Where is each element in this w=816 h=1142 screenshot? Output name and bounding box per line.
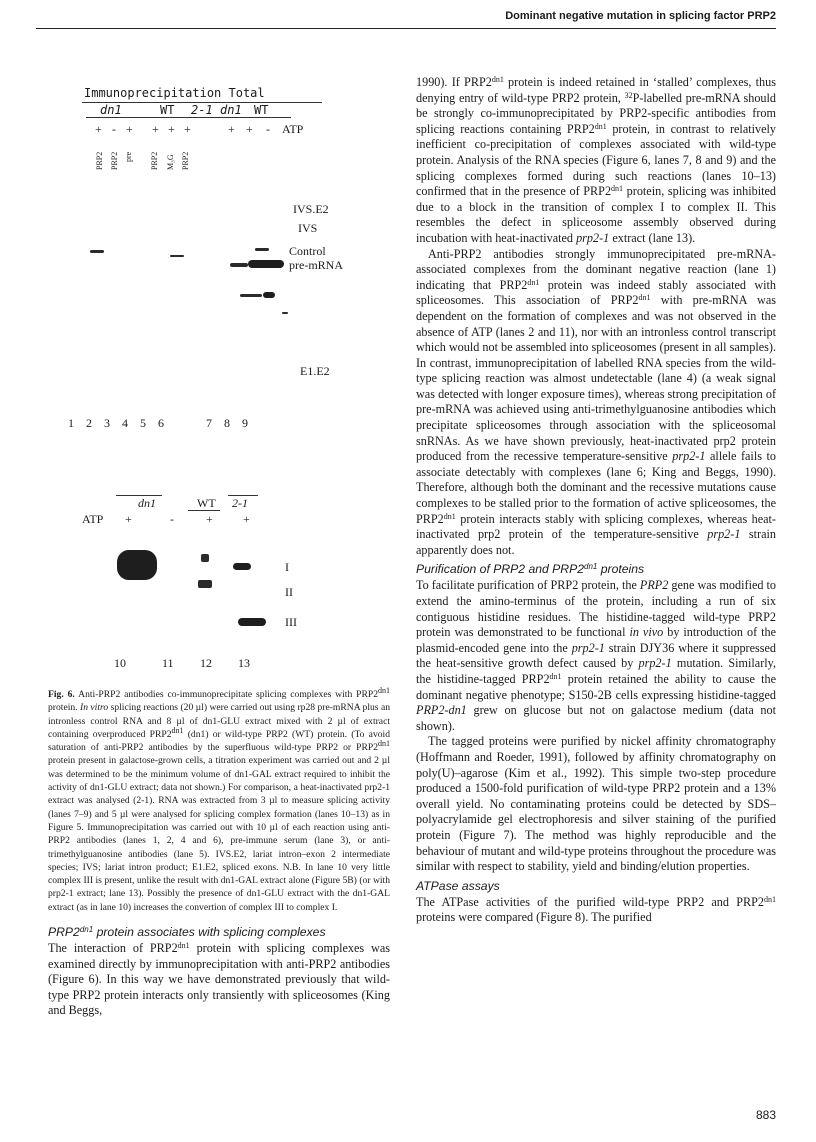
panel-heading: Immunoprecipitation Total [84,86,265,100]
paragraph: 1990). If $PRP2^{dn1}$ protein is indeed retained in ‘stalled’ complexes, thus denying entry of wild-type PRP2 protein, $^{32}$P-labelled pre-mRNA should be strongly co-immunoprecipitated by PRP2-specific antibodies from splicing reactions containing $PRP2^{dn1}$ protein, in contrast to relatively inefficient co-precipitation of complexes associated with wild-type protein. Analysis of the RNA species (Figure 6, lanes 7, 8 and 9) and the splicing complexes formed during such reactions (lanes 10–13) confirmed that in the presence of $PRP2^{dn1}$ protein, splicing was inhibited due to a block in the transition of complex I to complex II. This resembles the defect in spliceosome assembly observed during incubation with heat-inactivated prp2-1 extract (lane 13). [416,75,777,245]
band-label-ivs: IVS [298,221,318,235]
figure-6 [60,70,395,680]
complex-label-ii: II [285,585,293,599]
page-number: 883 [755,1108,776,1122]
paragraph: To facilitate purification of PRP2 protein, the PRP2 gene was modified to extend the amino-terminus of the protein, including a run of six contiguous histidine residues. The histidine-tagged wild-type PRP2 protein was demonstrated to be functional in vivo by introduction of the plasmid-encoded gene into the prp2-1 strain DJY36 where it suppressed the heat-sensitive growth defect caused by prp2-1 mutation. Similarly, the histidine-tagged $PRP2^{dn1}$ protein retained the ability to cause the dominant negative phenotype; S150-2B cells expressing histidine-tagged PRP2-dn1 grew on glucose but not on galactose medium (data not shown). [416,578,777,733]
section-heading-prp2dn1: $PRP2^{dn1}$ protein associates with splicing complexes [48,925,326,939]
lane-numbers-top: 1 2 3 4 5 6 7 8 9 [68,416,248,430]
atp-sign-4: + [152,122,159,136]
right-column-body [416,75,776,926]
group-rule [86,117,291,118]
bottom-group-dn1: dn1 [138,496,156,510]
running-head: Dominant negative mutation in splicing factor PRP2 [505,10,776,22]
complex-label-i: I [285,560,289,574]
lane-label-4: PRP2 [150,151,159,170]
paragraph: The tagged proteins were purified by nickel affinity chromatography (Hoffmann and Roeder, 1991), followed by affinity chromatography on poly(U)–agarose (Kim et al., 1992). This simple two-step procedure produced a 1500-fold purification of wild-type PRP2 protein and a 13% overall yield. No contaminating proteins could be detected by SDS–polyacrylamide gel electrophoresis and silver staining of the purified protein (Figure 7). The method was highly reproducible and the behaviour of mutant and wild-type proteins throughout the procedure was similar with respect to stability, yield and binding/elution properties. [416,734,776,874]
caption-label: Fig. 6. [48,689,75,700]
gel-band [282,312,288,314]
atp-sign-3: + [126,122,133,136]
section-heading-atpase: ATPase assays [416,878,500,893]
lane-number-13: 13 [238,656,250,670]
group-label-2-1: 2-1 [191,103,213,117]
lane-label-3: pre [124,151,133,162]
band-label-control: Control [289,244,326,258]
gel-band [198,580,212,588]
group-label-total-wt: WT [254,103,269,117]
bottom-atp-sign-13: + [243,512,250,526]
complex-label-iii: III [285,615,297,629]
atp-sign-9: - [266,122,270,136]
lane-label-5: M₃G [166,154,175,170]
figure-caption: Fig. 6. Anti-PRP2 antibodies co-immunoprecipitate splicing complexes with $PRP2^{dn1}$ protein. In vitro splicing reactions (20 µl) were carried out using rp28 pre-mRNA plus an intronless control RNA and 8 µl of dn1-GLU extract mixed with 2 µl of extract containing overproduced $PRP2^{dn1}$ (dn1) or wild-type PRP2 (WT) protein. (To avoid saturation of anti-PRP2 antibodies by the superfluous wild-type PRP2 or $PRP2^{dn1}$ protein present in galactose-grown cells, a titration experiment was carried out and 2 µl was determined to be the minimum volume of dn1-GAL extract required to inhibit the activity of dn1-GLU extract; data not shown.) For comparison, a heat-inactivated prp2-1 extract was analysed (2-1). RNA was extracted from 3 µl to measure splicing activity (lanes 7–9) and 5 µl were analysed for splicing complex formation (lanes 10–13) as in Figure 5. Immunoprecipitation was carried out with 10 µl of each reaction using anti-PRP2 antibodies (lanes 1, 2, 4 and 6), pre-immune serum (lane 3), or anti-trimethylguanosine antibodies (lane 5). IVS.E2, lariat intron–exon 2 intermediate species; IVS; lariat intron product; E1.E2, spliced exons. N.B. In lane 10 very little complex III is present, unlike the result with dn1-GAL extract alone (Figure 5B) (or with prp2-1 extract; lane 13). Possibly the presence of dn1-GLU extract with the dn1-GAL extract (as in lane 10) increases the convertion of complex III to complex I. [48,686,390,913]
group-label-wt: WT [160,103,175,117]
lane-number-11: 11 [162,656,174,670]
bottom-group-wt: WT [197,496,216,510]
gel-band [248,260,284,268]
bottom-atp-sign-12: + [206,512,213,526]
atp-sign-5: + [168,122,175,136]
lane-label-1: PRP2 [95,151,104,170]
paragraph: Anti-PRP2 antibodies strongly immunoprecipitated pre-mRNA-associated complexes from the dominant negative reaction (lane 1) indicating that $PRP2^{dn1}$ protein was indeed stably associated with spliceosomes. This association of $PRP2^{dn1}$ with pre-mRNA was dependent on the formation of complexes and was not observed in the absence of ATP (lanes 2 and 11), nor with an intronless control transcript which would not be assembled into spliceosomes (present in all samples). In contrast, immunoprecipitation of labelled RNA species from the wild-type splicing reaction was almost undetectable (lane 4) (a weak signal was detected with longer exposure times), whereas strong precipitation of pre-mRNA was achieved using anti-trimethylguanosine antibodies which precipitate spliceosomes through association with the spliceosomal snRNAs. As we have shown previously, heat-inactivated prp2 protein produced from the recessive temperature-sensitive prp2-1 allele fails to associate detectably with complexes (lane 6; King and Beggs, 1990). Therefore, although both the dominant and the recessive mutations cause complexes to be stalled prior to the formation of active spliceosomes, the $PRP2^{dn1}$ protein interacts stably with splicing complexes, whereas heat-inactivated prp2 protein of the temperature-sensitive prp2-1 strain apparently does not. [416,246,776,557]
group-rule-wt [188,510,220,511]
lane-label-2: PRP2 [110,151,119,170]
atp-sign-8: + [246,122,253,136]
bottom-group-2-1: 2-1 [232,496,248,510]
section-heading-purification: Purification of PRP2 and $PRP2^{dn1}$ proteins [416,562,645,577]
gel-band [117,550,157,580]
paragraph: The interaction of $PRP2^{dn1}$ protein with splicing complexes was examined directly by immunoprecipitation with anti-PRP2 antibodies (Figure 6). In this way we have demonstrated previously that wild-type PRP2 protein interacts only transiently with spliceosomes (King and Beggs, [48,941,390,1018]
group-rule-2-1 [228,495,258,496]
gel-band [255,248,269,251]
gel-band [233,563,251,570]
gel-band [263,292,275,298]
group-label-total-dn1: dn1 [220,103,242,117]
atp-sign-2: - [112,122,116,136]
atp-sign-7: + [228,122,235,136]
bottom-atp-sign-10: + [125,512,132,526]
band-label-pre-mrna: pre-mRNA [289,258,343,272]
atp-sign-6: + [184,122,191,136]
lane-number-10: 10 [114,656,126,670]
gel-band [90,250,104,253]
group-label-dn1: dn1 [100,103,122,117]
band-label-e1-e2: E1.E2 [300,364,330,378]
gel-band [170,255,184,257]
bottom-atp-sign-11: - [170,512,174,526]
gel-band [240,294,262,297]
paragraph: The ATPase activities of the purified wild-type PRP2 and $PRP2^{dn1}$ proteins were compared (Figure 8). The purified [416,894,776,925]
band-label-ivs-e2: IVS.E2 [293,202,329,216]
lane-label-6: PRP2 [181,151,190,170]
lane-number-12: 12 [200,656,212,670]
gel-band [201,554,209,562]
left-column-body [48,921,390,1019]
atp-label-top: ATP [282,122,304,136]
gel-band [238,618,266,626]
header-rule [36,28,776,29]
gel-band [230,263,248,267]
atp-label-bottom: ATP [82,512,104,526]
atp-sign-1: + [95,122,102,136]
